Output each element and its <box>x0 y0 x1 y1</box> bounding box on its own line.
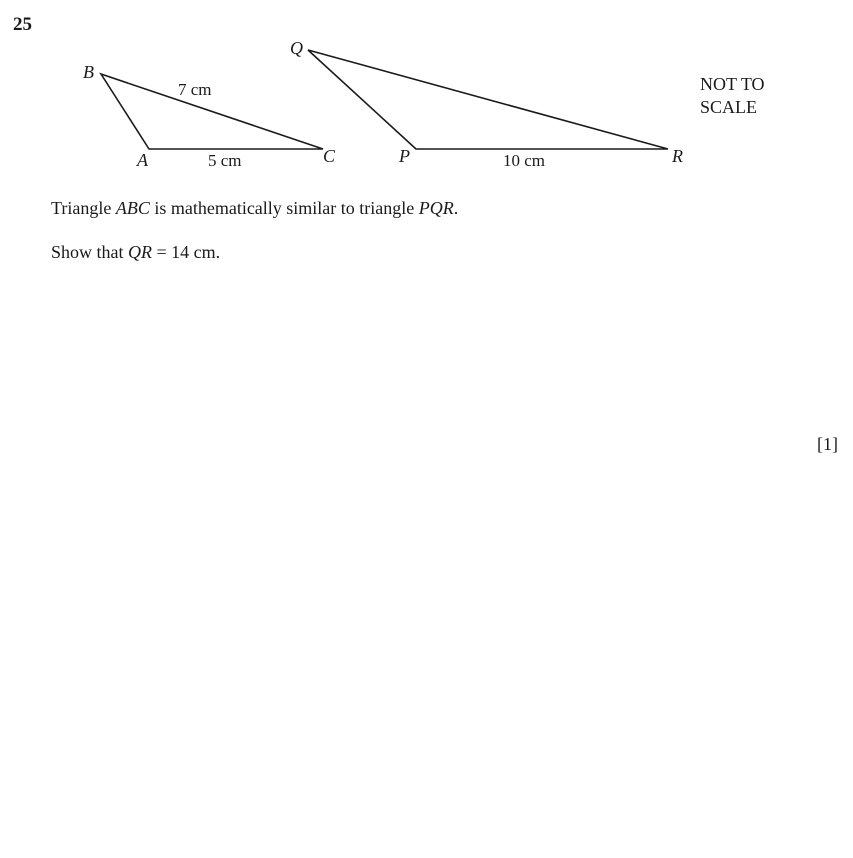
triangle-abc-shape <box>101 74 323 149</box>
triangle-pqr-shape <box>308 50 668 149</box>
side-label-ab: 7 cm <box>178 80 212 99</box>
question-number: 25 <box>13 14 32 35</box>
question-task <box>51 242 220 263</box>
side-label-ac: 5 cm <box>208 151 242 170</box>
statement-prefix: Triangle <box>51 198 116 218</box>
statement-suffix: . <box>453 198 459 218</box>
triangle-pqr <box>290 38 683 170</box>
task-prefix: Show that <box>51 242 129 262</box>
task-suffix: = 14 cm. <box>152 242 221 262</box>
not-to-scale-note <box>700 73 765 119</box>
statement-triangle-pqr: PQR <box>418 198 454 218</box>
vertex-label-p: P <box>399 146 410 166</box>
statement-triangle-abc: ABC <box>115 198 150 218</box>
vertex-label-c: C <box>323 146 336 166</box>
vertex-label-r: R <box>672 146 683 166</box>
question-statement <box>51 198 458 219</box>
vertex-label-a: A <box>137 150 148 170</box>
marks-indicator: [1] <box>817 434 838 454</box>
task-variable-qr: QR <box>128 242 153 262</box>
statement-middle: is mathematically similar to triangle <box>149 198 419 218</box>
side-label-pr: 10 cm <box>503 151 546 170</box>
triangle-abc <box>83 62 336 170</box>
vertex-label-b: B <box>83 62 94 82</box>
not-to-scale-line-1: NOT TO <box>700 74 765 94</box>
not-to-scale-line-2: SCALE <box>700 97 758 117</box>
vertex-label-q: Q <box>290 38 303 58</box>
